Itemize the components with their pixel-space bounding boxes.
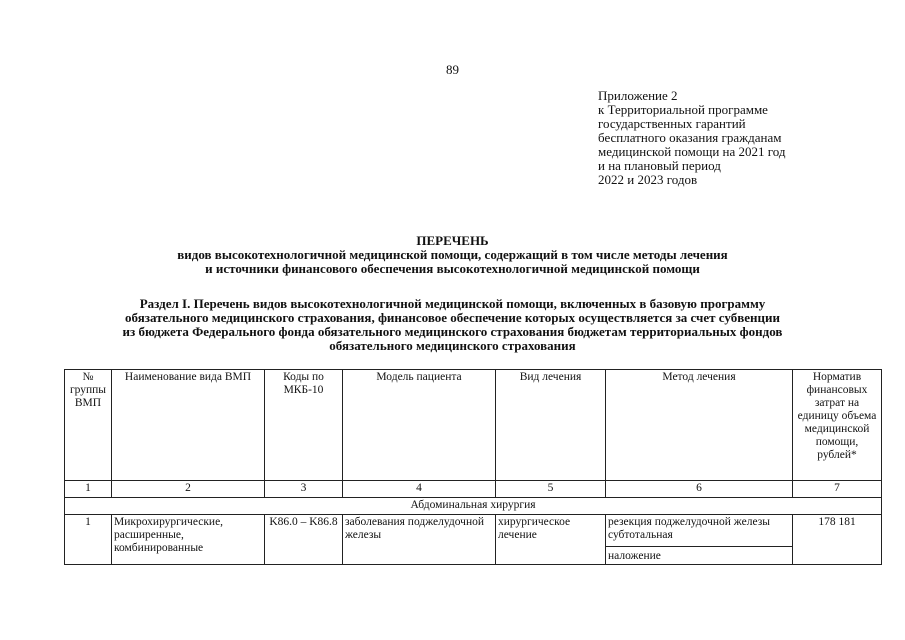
column-number: 2 — [112, 481, 265, 498]
cell-treatment: хирургическое лечение — [496, 515, 606, 565]
column-number: 3 — [265, 481, 343, 498]
section-line: обязательного медицинского страхования, финансовое обеспечение которых осуществляется за счет субвенции — [125, 310, 780, 325]
cell-name: Микрохирургические, расширенные, комбинированные — [112, 515, 265, 565]
appendix-line: государственных гарантий — [598, 116, 746, 131]
appendix-line: к Территориальной программе — [598, 102, 768, 117]
cell-method — [606, 515, 793, 565]
section-line: из бюджета Федерального фонда обязательного медицинского страхования бюджетам территориальных фондов — [122, 324, 783, 339]
appendix-line: Приложение 2 — [598, 88, 678, 103]
document-title — [0, 234, 905, 276]
cell-model: заболевания поджелудочной железы — [343, 515, 496, 565]
title-line: видов высокотехнологичной медицинской помощи, содержащий в том числе методы лечения — [177, 247, 728, 262]
section-line: обязательного медицинского страхования — [329, 338, 576, 353]
header-group-no: № группы ВМП — [65, 370, 112, 481]
appendix-line: и на плановый период — [598, 158, 721, 173]
column-number-row — [65, 481, 882, 498]
appendix-line: медицинской помощи на 2021 год — [598, 144, 786, 159]
column-number: 5 — [496, 481, 606, 498]
header-model: Модель пациента — [343, 370, 496, 481]
header-method: Метод лечения — [606, 370, 793, 481]
method-item: наложение — [606, 546, 792, 563]
vmp-table — [64, 369, 882, 565]
cell-codes: K86.0 – K86.8 — [265, 515, 343, 565]
cell-norm: 178 181 — [793, 515, 882, 565]
title-line: и источники финансового обеспечения высокотехнологичной медицинской помощи — [205, 261, 700, 276]
header-treatment: Вид лечения — [496, 370, 606, 481]
section-title — [0, 297, 905, 353]
column-number: 4 — [343, 481, 496, 498]
table-row — [65, 515, 882, 565]
title-heading: ПЕРЕЧЕНЬ — [416, 233, 489, 248]
appendix-note — [598, 89, 888, 187]
appendix-line: 2022 и 2023 годов — [598, 172, 698, 187]
column-number: 6 — [606, 481, 793, 498]
section-line: Раздел I. Перечень видов высокотехнологичной медицинской помощи, включенных в базовую программу — [139, 296, 766, 311]
column-number: 1 — [65, 481, 112, 498]
table-header-row — [65, 370, 882, 481]
appendix-line: бесплатного оказания гражданам — [598, 130, 782, 145]
header-codes: Коды по МКБ-10 — [265, 370, 343, 481]
section-row — [65, 498, 882, 515]
header-norm: Норматив финансовых затрат на единицу объема медицинской помощи, рублей* — [793, 370, 882, 481]
column-number: 7 — [793, 481, 882, 498]
header-name: Наименование вида ВМП — [112, 370, 265, 481]
section-row-title: Абдоминальная хирургия — [65, 498, 882, 515]
cell-group-no: 1 — [65, 515, 112, 565]
page-number: 89 — [446, 62, 459, 77]
method-item: резекция поджелудочной железы субтотальная — [608, 516, 770, 541]
